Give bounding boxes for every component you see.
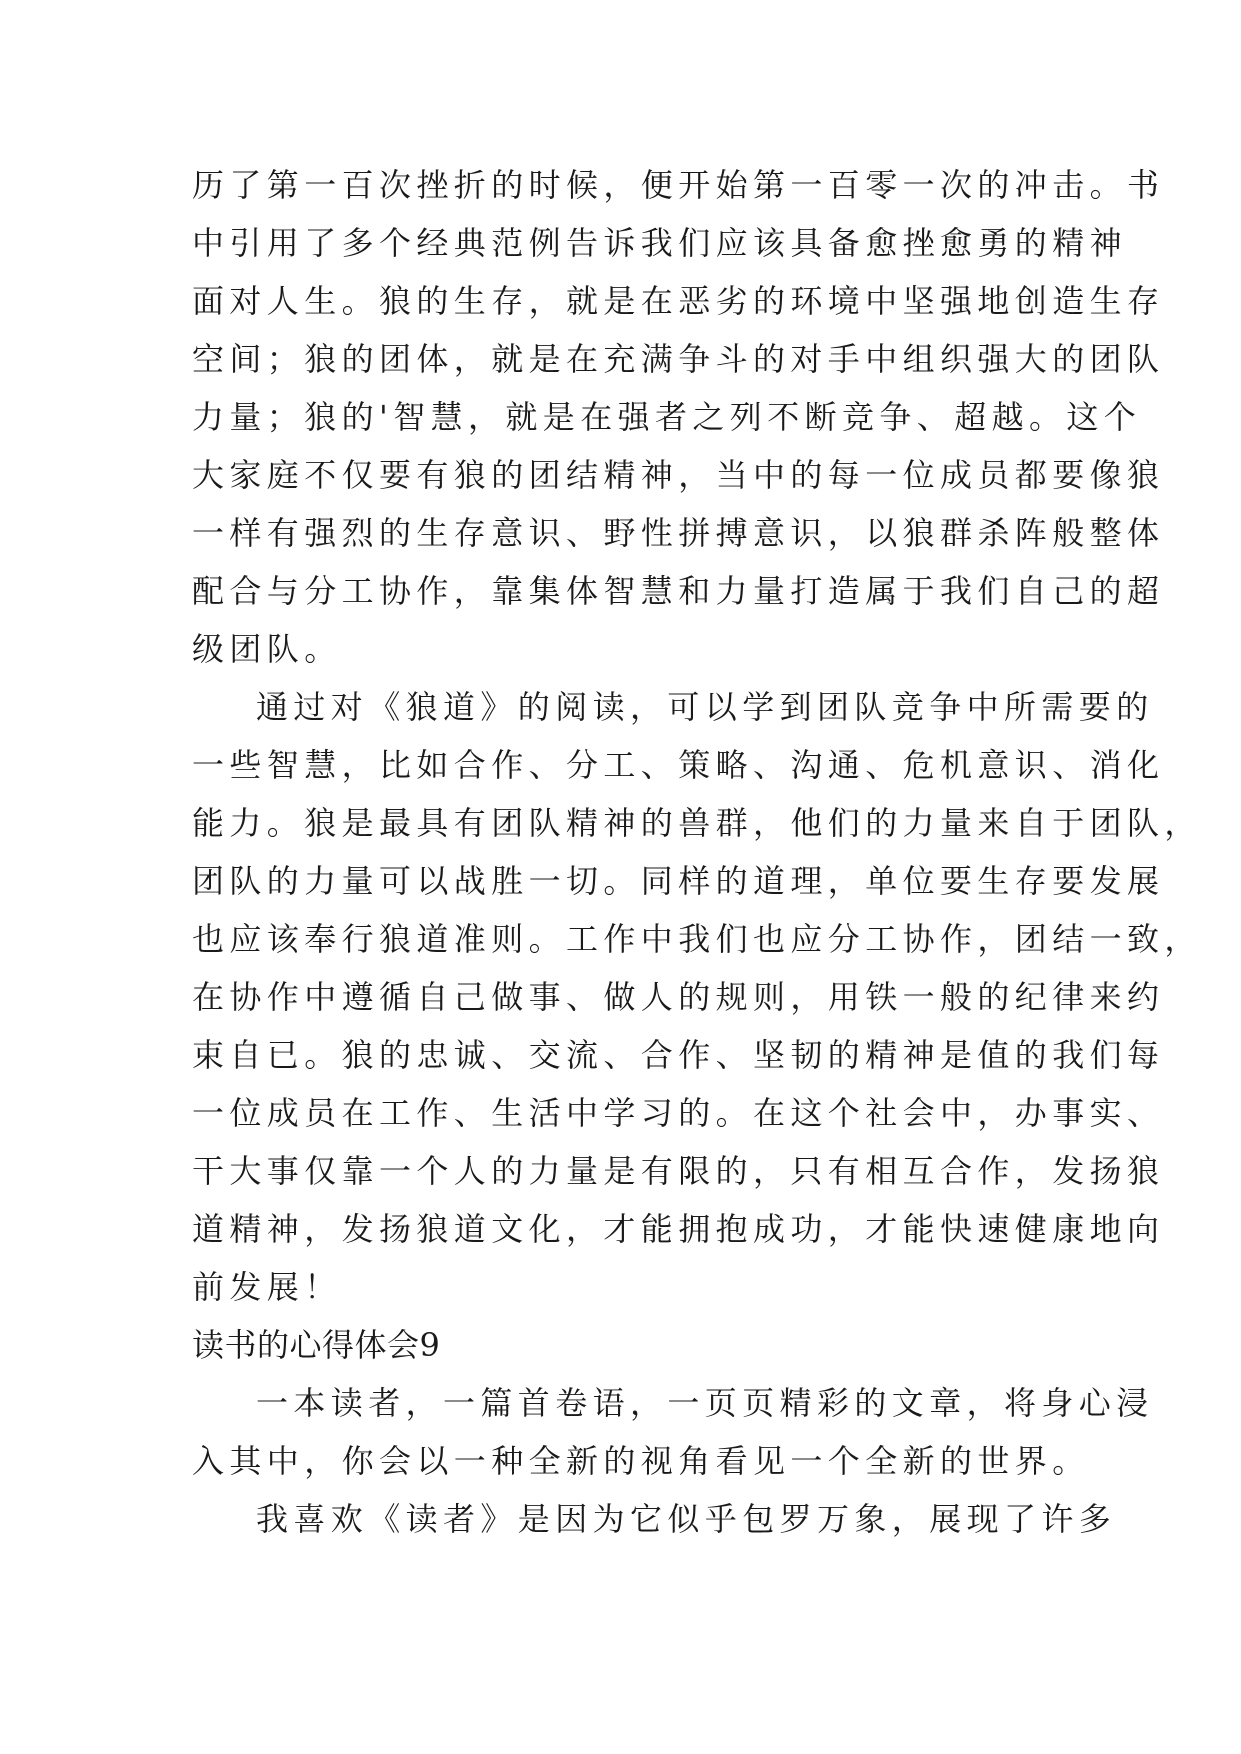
text-line: 面对人生。狼的生存，就是在恶劣的环境中坚强地创造生存 — [192, 282, 1165, 320]
text-line: 一些智慧，比如合作、分工、策略、沟通、危机意识、消化 — [192, 746, 1165, 784]
text-line: 力量；狼的'智慧，就是在强者之列不断竞争、超越。这个 — [192, 398, 1142, 436]
section-heading: 读书的心得体会9 — [192, 1326, 441, 1364]
text-line: 能力。狼是最具有团队精神的兽群，他们的力量来自于团队， — [192, 804, 1202, 842]
text-line: 一样有强烈的生存意识、野性拼搏意识，以狼群杀阵般整体 — [192, 514, 1165, 552]
text-line: 团队的力量可以战胜一切。同样的道理，单位要生存要发展 — [192, 862, 1165, 900]
text-line: 历了第一百次挫折的时候，便开始第一百零一次的冲击。书 — [192, 166, 1165, 204]
text-line: 配合与分工协作，靠集体智慧和力量打造属于我们自己的超 — [192, 572, 1165, 610]
text-line: 也应该奉行狼道准则。工作中我们也应分工协作，团结一致， — [192, 920, 1202, 958]
paragraph-start-line: 通过对《狼道》的阅读，可以学到团队竞争中所需要的 — [256, 688, 1154, 726]
text-line: 束自已。狼的忠诚、交流、合作、坚韧的精神是值的我们每 — [192, 1036, 1165, 1074]
text-line: 级团队。 — [192, 630, 342, 668]
text-line: 入其中，你会以一种全新的视角看见一个全新的世界。 — [192, 1442, 1090, 1480]
text-line: 在协作中遵循自己做事、做人的规则，用铁一般的纪律来约 — [192, 978, 1165, 1016]
text-line: 道精神，发扬狼道文化，才能拥抱成功，才能快速健康地向 — [192, 1210, 1165, 1248]
paragraph-start-line: 我喜欢《读者》是因为它似乎包罗万象，展现了许多 — [256, 1500, 1117, 1538]
text-line: 中引用了多个经典范例告诉我们应该具备愈挫愈勇的精神 — [192, 224, 1128, 262]
text-line: 空间；狼的团体，就是在充满争斗的对手中组织强大的团队 — [192, 340, 1165, 378]
text-line: 一位成员在工作、生活中学习的。在这个社会中，办事实、 — [192, 1094, 1165, 1132]
text-line: 前发展！ — [192, 1268, 342, 1306]
text-line: 大家庭不仅要有狼的团结精神，当中的每一位成员都要像狼 — [192, 456, 1165, 494]
paragraph-start-line: 一本读者，一篇首卷语，一页页精彩的文章，将身心浸 — [256, 1384, 1154, 1422]
text-line: 干大事仅靠一个人的力量是有限的，只有相互合作，发扬狼 — [192, 1152, 1165, 1190]
